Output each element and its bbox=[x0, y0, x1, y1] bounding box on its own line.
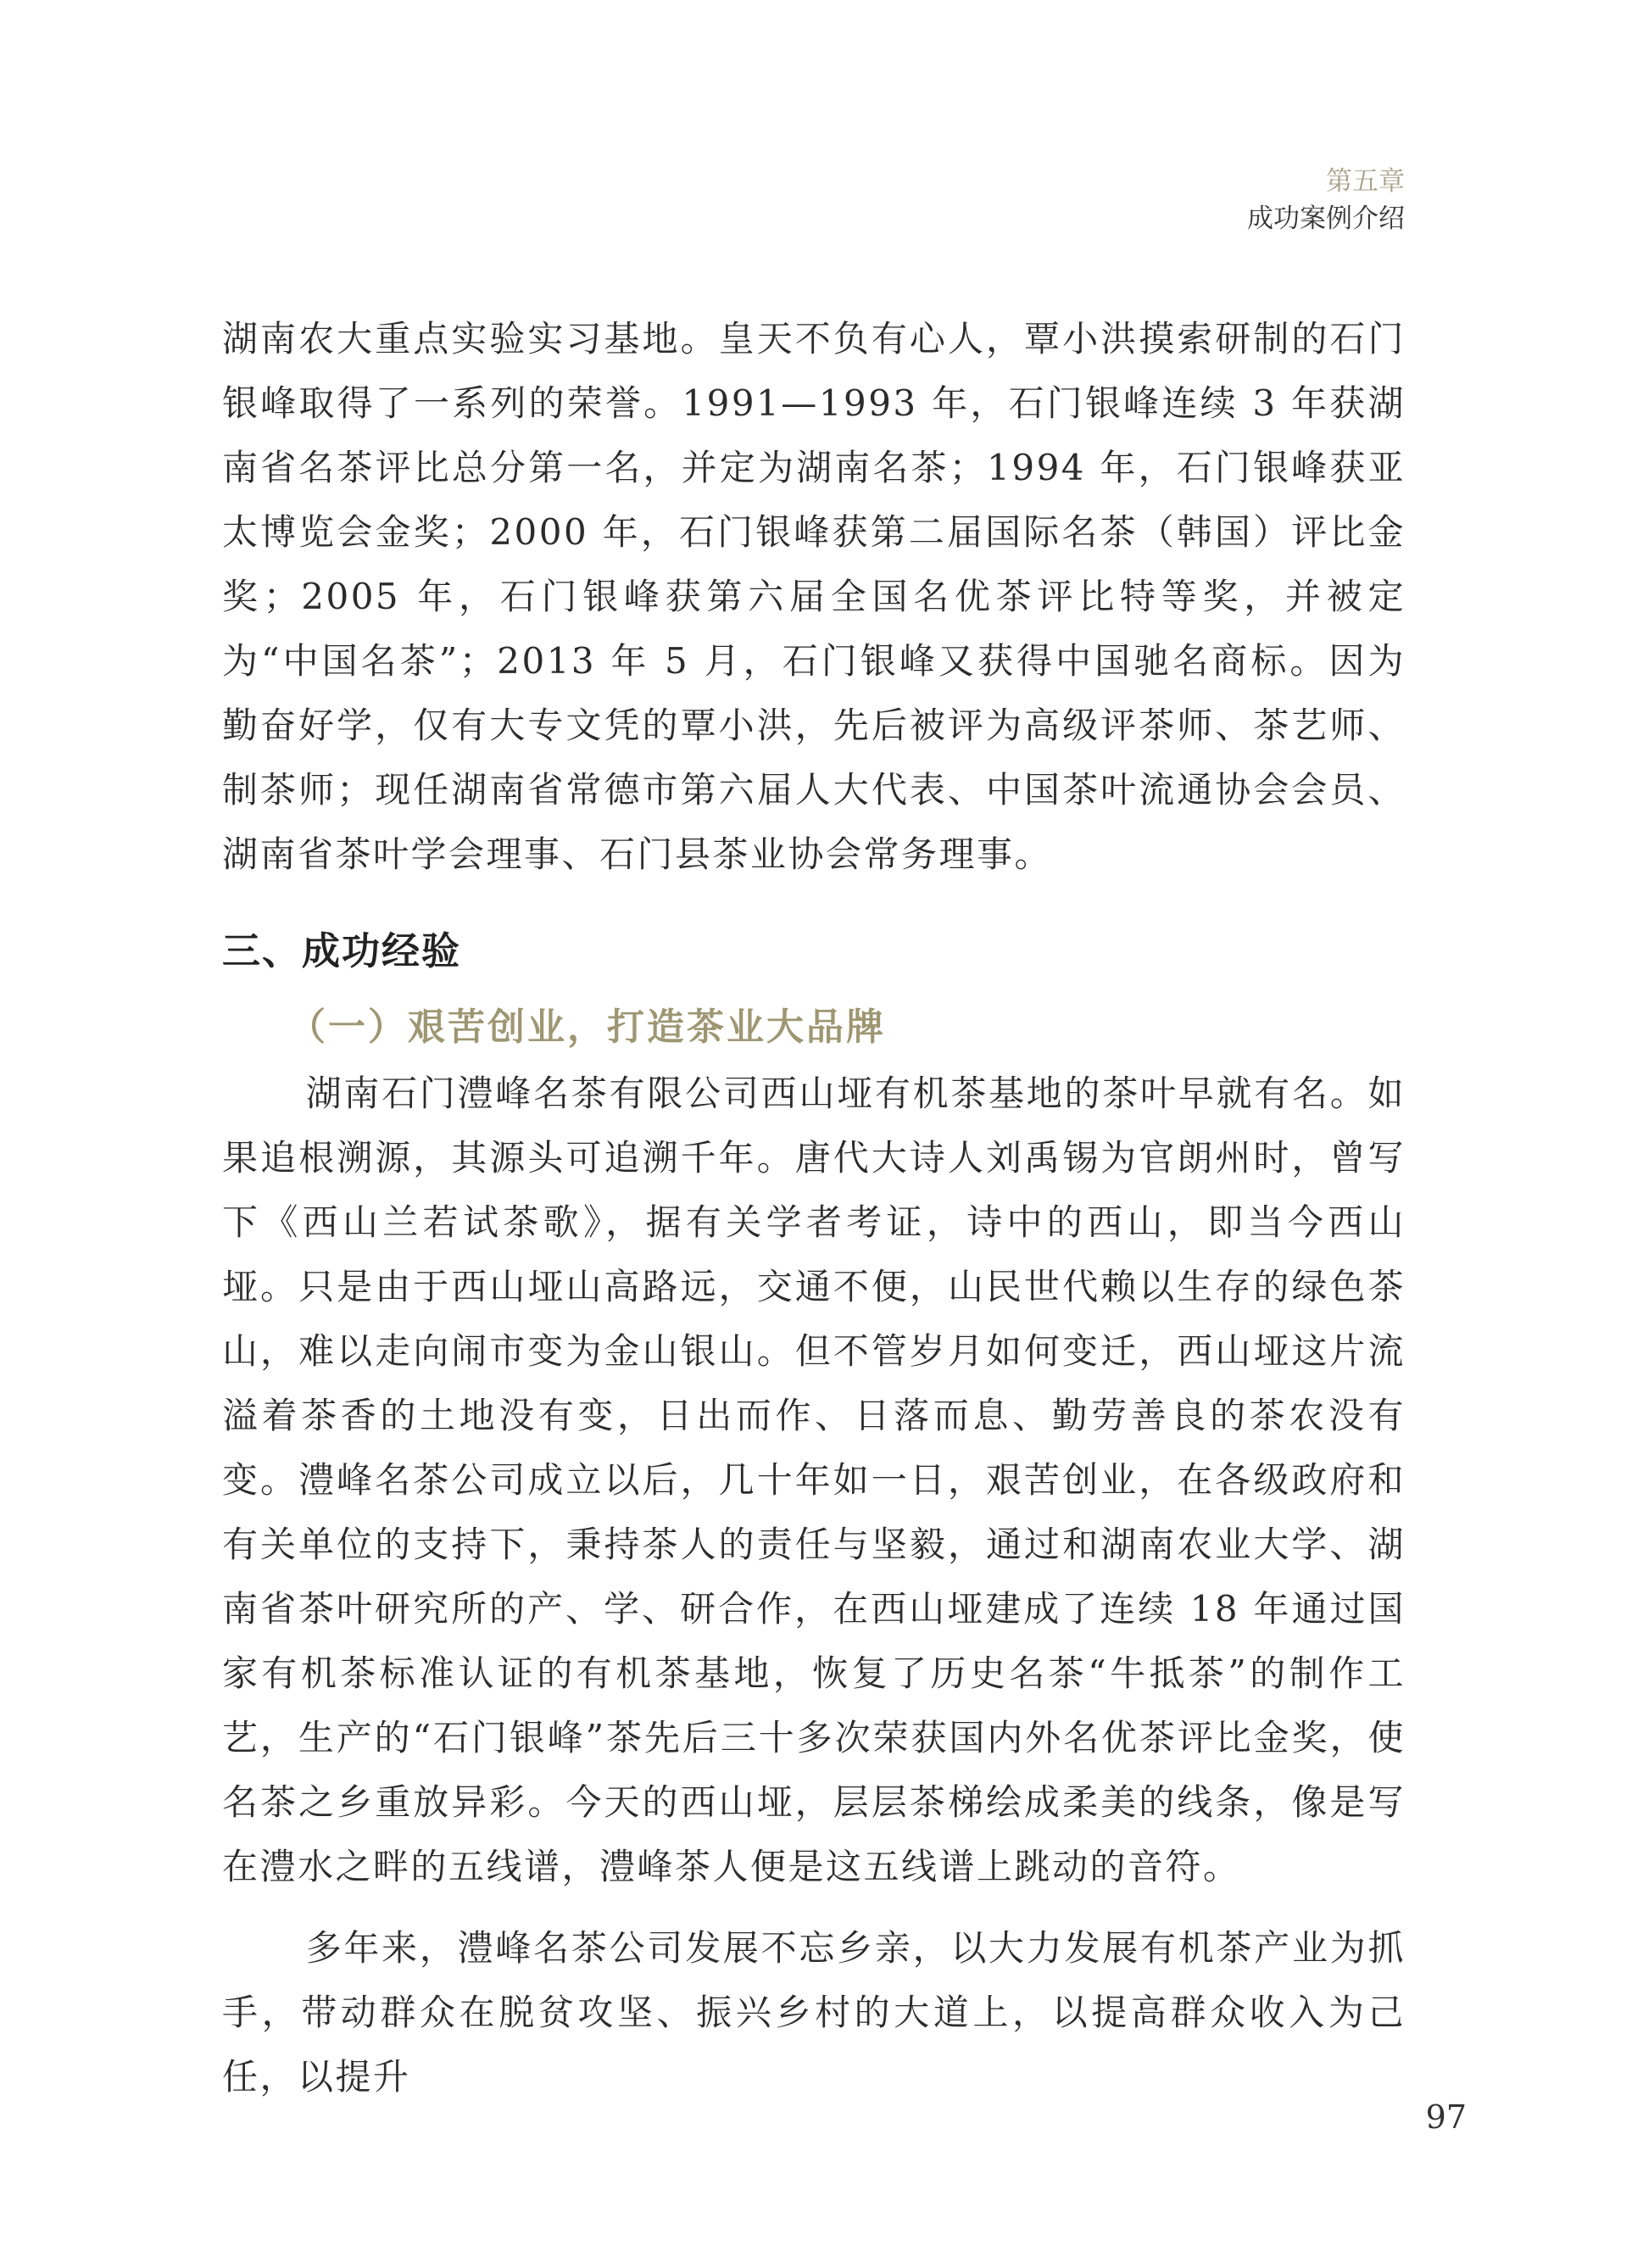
chapter-title: 成功案例介绍 bbox=[1247, 203, 1405, 234]
page-body bbox=[222, 307, 1406, 2109]
section-heading: 三、成功经验 bbox=[222, 928, 462, 973]
paragraph-base-history: 湖南石门澧峰名茶有限公司西山垭有机茶基地的茶叶早就有名。如果追根溯源，其源头可追溯千年。唐代大诗人刘禹锡为官朗州时，曾写下《西山兰若试茶歌》，据有关学者考证，诗中的西山，即当今西山垭。只是由于西山垭山高路远，交通不便，山民世代赖以生存的绿色茶山，难以走向闹市变为金山银山。但不管岁月如何变迁，西山垭这片流溢着茶香的土地没有变，日出而作、日落而息、勤劳善良的茶农没有变。澧峰名茶公司成立以后，几十年如一日，艰苦创业，在各级政府和有关单位的支持下，秉持茶人的责任与坚毅，通过和湖南农业大学、湖南省茶叶研究所的产、学、研合作，在西山垭建成了连续 18 年通过国家有机茶标准认证的有机茶基地，恢复了历史名茶“牛抵茶”的制作工艺，生产的“石门银峰”茶先后三十多次荣获国内外名优茶评比金奖，使名茶之乡重放异彩。今天的西山垭，层层茶梯绘成柔美的线条，像是写在澧水之畔的五线谱，澧峰茶人便是这五线谱上跳动的音符。 bbox=[222, 1073, 1406, 1887]
chapter-label: 第五章 bbox=[1326, 166, 1405, 197]
sub-heading: （一）艰苦创业，打造茶业大品牌 bbox=[288, 1006, 886, 1049]
paragraph-community: 多年来，澧峰名茶公司发展不忘乡亲，以大力发展有机茶产业为抓手，带动群众在脱贫攻坚、振兴乡村的大道上，以提高群众收入为己任，以提升 bbox=[222, 1927, 1406, 2098]
paragraph-continued: 湖南农大重点实验实习基地。皇天不负有心人，覃小洪摸索研制的石门银峰取得了一系列的荣誉。1991—1993 年，石门银峰连续 3 年获湖南省名茶评比总分第一名，并定为湖南名茶；1994 年，石门银峰获亚太博览会金奖；2000 年，石门银峰获第二届国际名茶（韩国）评比金奖；2005 年，石门银峰获第六届全国名优茶评比特等奖，并被定为“中国名茶”；2013 年 5 月，石门银峰又获得中国驰名商标。因为勤奋好学，仅有大专文凭的覃小洪，先后被评为高级评茶师、茶艺师、制茶师；现任湖南省常德市第六届人大代表、中国茶叶流通协会会员、湖南省茶叶学会理事、石门县茶业协会常务理事。 bbox=[222, 318, 1406, 875]
running-head bbox=[1247, 163, 1405, 237]
page-number: 97 bbox=[1425, 2098, 1467, 2136]
